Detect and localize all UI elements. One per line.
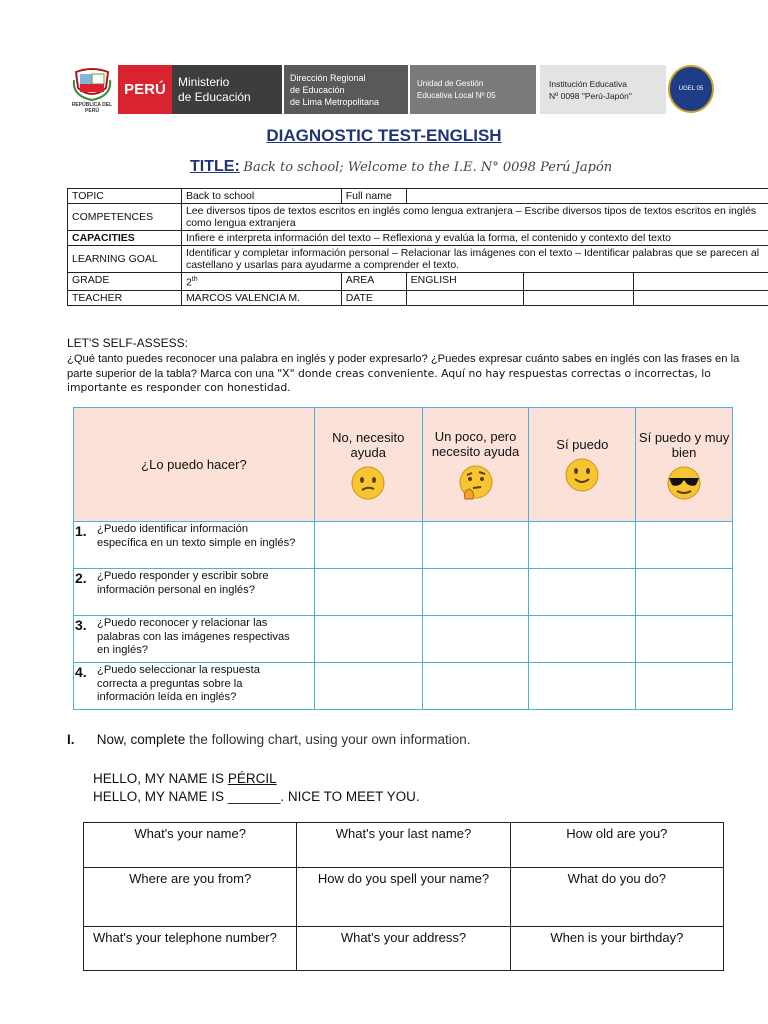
subtitle-label: TITLE: xyxy=(190,158,240,175)
section-number: I. xyxy=(67,732,75,747)
fullname-field[interactable] xyxy=(406,189,768,204)
grade-extra-2 xyxy=(634,273,768,291)
self-assess-heading: LET'S SELF-ASSESS: xyxy=(67,336,189,350)
mark-cell-no[interactable] xyxy=(314,569,422,616)
ministry-line-2: de Educación xyxy=(178,89,251,104)
col-yes xyxy=(529,408,636,522)
coat-of-arms-caption: REPÚBLICA DEL PERÚ xyxy=(71,101,113,114)
col-yes-label: Sí puedo xyxy=(556,437,609,452)
teacher-value: MARCOS VALENCIA M. xyxy=(181,290,341,305)
item-text: ¿Puedo responder y escribir sobre información personal en inglés? xyxy=(97,570,269,596)
mark-cell-no[interactable] xyxy=(314,616,422,663)
mark-cell-yes[interactable] xyxy=(529,569,636,616)
grade-extra-1 xyxy=(524,273,634,291)
peru-badge: PERÚ xyxy=(118,65,172,114)
mark-cell-very[interactable] xyxy=(636,569,733,616)
section-lead: Now, complete xyxy=(96,732,186,747)
col-little xyxy=(422,408,529,522)
self-assess-row-2 xyxy=(74,569,733,616)
col-very xyxy=(636,408,733,522)
question-cell[interactable]: What's your telephone number? xyxy=(84,927,297,971)
mark-cell-yes[interactable] xyxy=(529,616,636,663)
self-assess-row-4 xyxy=(74,663,733,710)
goal-value: Identificar y completar información personal – Relacionar las imágenes con el texto – Identificar palabras que se parecen al castellano y usarlas para ayudarme a comprender el texto. xyxy=(181,246,768,273)
hello-fill-in: HELLO, MY NAME IS _______. NICE TO MEET YOU. xyxy=(93,789,420,804)
competences-label: COMPETENCES xyxy=(68,204,182,231)
subtitle-value: Back to school; Welcome to the I.E. N° 0098 Perú Japón xyxy=(243,160,613,175)
fullname-label: Full name xyxy=(341,189,406,204)
questions-table xyxy=(83,822,724,971)
info-table xyxy=(67,188,768,306)
smiling-face-icon xyxy=(565,458,599,492)
date-extra-1 xyxy=(524,290,634,305)
question-cell[interactable]: What do you do? xyxy=(510,868,723,927)
self-assess-item xyxy=(74,663,315,710)
mark-cell-little[interactable] xyxy=(422,663,529,710)
dre-line-1: Dirección Regional xyxy=(290,72,366,83)
competences-value: Lee diversos tipos de textos escritos en inglés como lengua extranjera – Escribe diversos tipos de textos escritos en inglés como lengua extranjera xyxy=(181,204,768,231)
mark-cell-little[interactable] xyxy=(422,569,529,616)
confused-face-icon xyxy=(350,466,386,500)
area-label: AREA xyxy=(341,273,406,291)
sunglasses-face-icon xyxy=(665,466,703,500)
dre-line-2: de Educación xyxy=(290,84,345,95)
capacities-value: Infiere e interpreta información del texto – Reflexiona y evalúa la forma, el contenido y contexto del texto xyxy=(181,231,768,246)
question-cell[interactable]: What's your last name? xyxy=(297,823,510,868)
question-cell[interactable]: When is your birthday? xyxy=(510,927,723,971)
hello-example: HELLO, MY NAME IS PÉRCIL xyxy=(93,771,277,786)
item-text: ¿Puedo identificar información específica en un texto simple en inglés? xyxy=(97,523,296,549)
school-line-1: Institución Educativa xyxy=(549,78,627,89)
page-title: DIAGNOSTIC TEST-ENGLISH xyxy=(266,126,502,145)
self-assess-row-1 xyxy=(74,522,733,569)
item-number: 3. xyxy=(75,617,87,633)
self-assess-item xyxy=(74,616,315,663)
ugel-line-1: Unidad de Gestión xyxy=(417,78,484,88)
question-cell[interactable]: What's your name? xyxy=(84,823,297,868)
col-little-label: Un poco, pero necesito ayuda xyxy=(431,428,520,459)
item-number: 2. xyxy=(75,570,87,586)
date-label: DATE xyxy=(341,290,406,305)
topic-value: Back to school xyxy=(181,189,341,204)
item-number: 1. xyxy=(75,523,87,539)
self-assess-item xyxy=(74,522,315,569)
question-cell[interactable]: How do you spell your name? xyxy=(297,868,510,927)
col-no xyxy=(314,408,422,522)
school-seal: UGEL 05 xyxy=(668,65,714,113)
topic-label: TOPIC xyxy=(68,189,182,204)
section-rest: the following chart, using your own information. xyxy=(189,732,471,747)
mark-cell-no[interactable] xyxy=(314,663,422,710)
ministry-line-1: Ministerio xyxy=(178,74,230,89)
self-assess-row-3 xyxy=(74,616,733,663)
col-very-label: Sí puedo y muy bien xyxy=(638,429,730,460)
mark-cell-very[interactable] xyxy=(636,663,733,710)
date-field[interactable] xyxy=(406,290,524,305)
grade-suffix: th xyxy=(191,276,198,283)
mark-cell-very[interactable] xyxy=(636,616,733,663)
mark-cell-very[interactable] xyxy=(636,522,733,569)
question-cell[interactable]: What's your address? xyxy=(297,927,510,971)
col-no-label: No, necesito ayuda xyxy=(332,429,405,460)
grade-label: GRADE xyxy=(68,273,182,291)
ugel-line-2: Educativa Local Nº 05 xyxy=(417,90,496,100)
self-assess-intro: ¿Qué tanto puedes reconocer una palabra en inglés y poder expresarlo? ¿Puedes expresar cuánto sabes en inglés con las frases en la parte superior de la tabla? Marca con una "X" donde creas conveniente. Aquí no hay respuestas correctas o incorrectas, lo importante es responder con honestidad. xyxy=(67,353,740,394)
coat-of-arms-icon xyxy=(72,66,112,102)
peru-coat-of-arms xyxy=(68,65,116,114)
item-text: ¿Puedo seleccionar la respuesta correcta a preguntas sobre la información leída en inglés? xyxy=(97,664,260,703)
item-number: 4. xyxy=(75,664,87,680)
mark-cell-yes[interactable] xyxy=(529,522,636,569)
goal-label: LEARNING GOAL xyxy=(68,246,182,273)
question-cell[interactable]: How old are you? xyxy=(510,823,723,868)
mark-cell-little[interactable] xyxy=(422,616,529,663)
dre-line-3: de Lima Metropolitana xyxy=(290,96,380,107)
self-assess-table xyxy=(73,407,733,710)
self-assess-item xyxy=(74,569,315,616)
subtitle xyxy=(190,158,612,176)
mark-cell-yes[interactable] xyxy=(529,663,636,710)
example-name: PÉRCIL xyxy=(227,771,277,786)
area-value: ENGLISH xyxy=(406,273,524,291)
date-extra-2 xyxy=(634,290,768,305)
mark-cell-no[interactable] xyxy=(314,522,422,569)
section-1-instruction xyxy=(67,732,470,747)
school-box xyxy=(540,65,666,114)
item-text: ¿Puedo reconocer y relacionar las palabras con las imágenes respectivas en inglés? xyxy=(97,617,290,656)
thinking-face-icon xyxy=(457,465,495,501)
grade-value: 2th xyxy=(181,273,341,291)
col-question: ¿Lo puedo hacer? xyxy=(74,408,315,522)
school-line-2: Nº 0098 "Perú-Japón" xyxy=(549,90,632,101)
mark-cell-little[interactable] xyxy=(422,522,529,569)
dre-box xyxy=(284,65,408,114)
capacities-label: CAPACITIES xyxy=(68,231,182,246)
teacher-label: TEACHER xyxy=(68,290,182,305)
ministry-box xyxy=(172,65,282,114)
question-cell[interactable]: Where are you from? xyxy=(84,868,297,927)
ugel-box xyxy=(410,65,536,114)
